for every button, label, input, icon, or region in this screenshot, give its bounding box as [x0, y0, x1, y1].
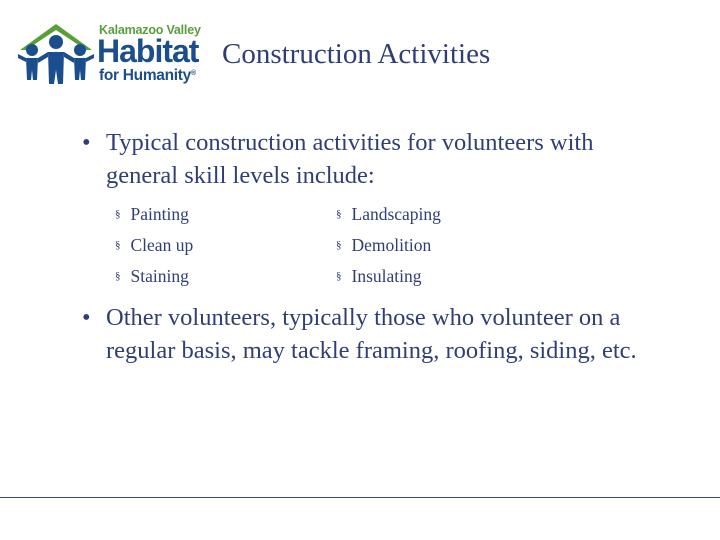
sub-bullet-text: Clean up	[130, 235, 194, 255]
habitat-logo	[16, 20, 216, 90]
sub-bullet-item	[336, 204, 441, 225]
footer-divider	[0, 497, 720, 498]
sub-bullet-marker: §	[336, 208, 342, 220]
sub-bullet-item	[336, 235, 431, 256]
logo-for-humanity-text: for Humanity	[99, 67, 191, 84]
bullet-item-1	[82, 126, 642, 192]
logo-habitat-word: Habitat	[97, 33, 199, 69]
sub-bullet-marker: §	[115, 239, 121, 251]
sub-bullet-text: Painting	[130, 204, 189, 224]
sub-bullet-item	[336, 266, 422, 287]
bullet-text: Typical construction activities for volunteers with general skill levels include:	[106, 129, 594, 189]
bullet-text: Other volunteers, typically those who volunteer on a regular basis, may tackle framing, roofing, siding, etc.	[106, 304, 637, 364]
sub-bullet-text: Demolition	[351, 235, 432, 255]
logo-affiliate-name: Kalamazoo Valley	[99, 23, 201, 37]
sub-bullet-text: Insulating	[351, 266, 422, 286]
slide-title: Construction Activities	[222, 38, 491, 70]
registered-mark: ®	[191, 70, 196, 77]
sub-bullet-marker: §	[115, 270, 121, 282]
sub-bullet-marker: §	[336, 239, 342, 251]
sub-bullet-marker: §	[336, 270, 342, 282]
bullet-dot: •	[82, 129, 91, 156]
bullet-item-2	[82, 301, 682, 367]
logo-for-humanity	[99, 67, 196, 85]
sub-bullet-text: Landscaping	[351, 204, 441, 224]
sub-bullet-item	[115, 266, 189, 287]
sub-bullet-marker: §	[115, 208, 121, 220]
sub-bullet-item	[115, 235, 193, 256]
bullet-dot: •	[82, 304, 91, 331]
sub-bullet-text: Staining	[130, 266, 189, 286]
house-with-people-icon	[16, 20, 96, 86]
sub-bullet-item	[115, 204, 189, 225]
